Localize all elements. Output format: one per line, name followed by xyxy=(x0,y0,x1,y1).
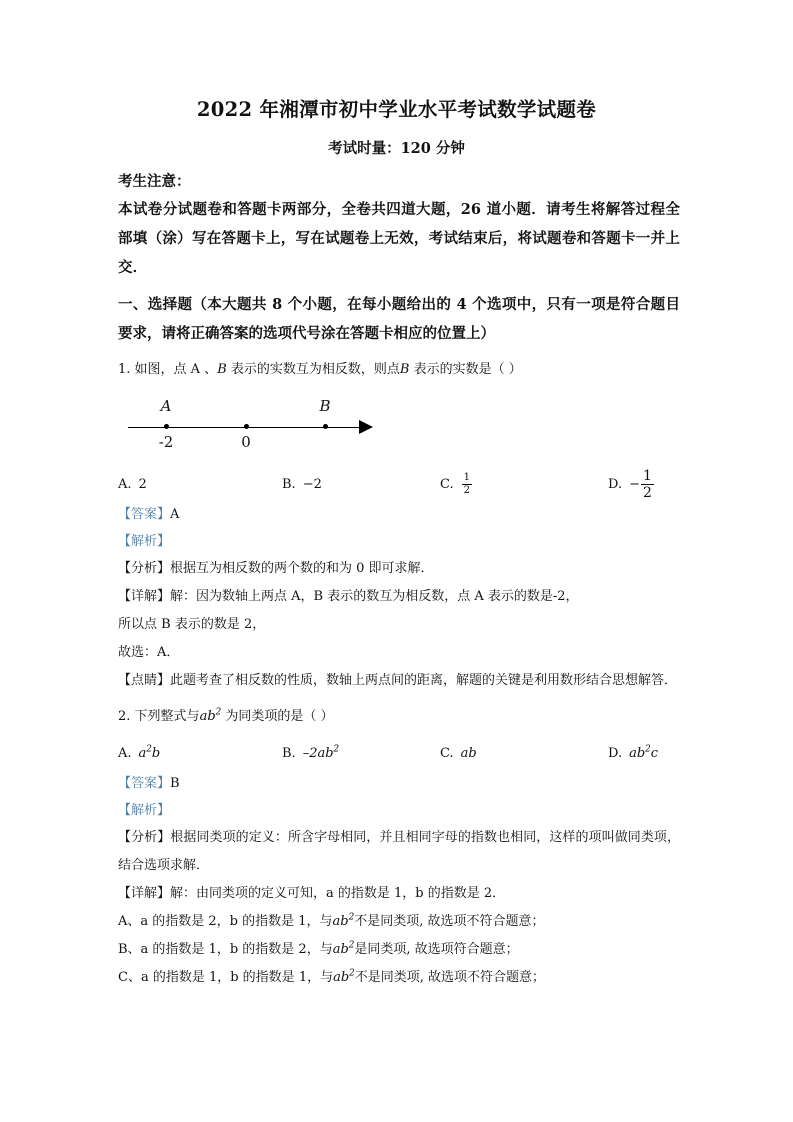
question-2-choice-note-c: C、a 的指数是 1，b 的指数是 1，与$ab^2$不是同类项, 故选项不符合题意； xyxy=(118,968,546,985)
question-2-choice-note-a: A、a 的指数是 2，b 的指数是 1，与$ab^2$不是同类项, 故选项不符合题意； xyxy=(118,912,545,929)
question-2-answer: 【答案】B xyxy=(118,776,180,791)
question-1-solution-line-1: 【详解】解：因为数轴上两点 A，B 表示的数互为相反数，点 A 表示的数是-2， xyxy=(118,589,579,604)
negative-sign: − xyxy=(629,476,640,492)
question-1-analysis-tag: 【解析】 xyxy=(118,534,171,549)
question-1-solution-line-3: 故选：A． xyxy=(118,645,180,660)
expr-ab: ab xyxy=(460,745,477,761)
number-line-arrowhead-icon xyxy=(359,420,373,434)
document-body xyxy=(118,168,680,992)
question-1-options xyxy=(118,467,680,501)
question-1-option-d[interactable]: D. − $\frac{1}{2}$ xyxy=(608,467,652,501)
expr-a-squared-b: $a^2b$ xyxy=(138,744,161,761)
question-2-choice-note-b: B、a 的指数是 1，b 的指数是 2，与$ab^2$是同类项, 故选项符合题意； xyxy=(118,940,519,957)
question-1-option-c[interactable]: C. $\frac{1}{2}$ xyxy=(440,471,470,496)
question-2-analysis-tag: 【解析】 xyxy=(118,803,171,818)
question-1-analysis-line: 【分析】根据互为相反数的两个数的和为 0 即可求解． xyxy=(118,561,434,576)
fraction-one-half-small: $\frac{1}{2}$ xyxy=(463,471,470,496)
question-1-summary-line: 【点睛】此题考查了相反数的性质，数轴上两点间的距离，解题的关键是利用数形结合思想解答． xyxy=(118,673,678,688)
notice-label: 考生注意： xyxy=(118,173,191,190)
question-1-solution-line-2: 所以点 B 表示的数是 2， xyxy=(118,617,266,632)
question-2-option-b[interactable]: B. $-2ab^2$ xyxy=(282,744,340,761)
number-line-origin-dot xyxy=(244,424,249,429)
number-line-point-a-dot xyxy=(164,424,169,429)
expr-ab-squared-c: $ab^2c$ xyxy=(629,744,659,761)
number-line-value-origin: 0 xyxy=(241,433,251,451)
number-line-label-b: B xyxy=(319,397,331,415)
exam-duration-subtitle: 考试时量：120 分钟 xyxy=(328,140,465,157)
page-title: 2022 年湘潭市初中学业水平考试数学试题卷 xyxy=(196,98,597,121)
question-2-option-a[interactable]: A. $a^2b$ xyxy=(118,744,161,761)
question-2-analysis-line: 【分析】根据同类项的定义：所含字母相同，并且相同字母的指数也相同，这样的项叫做同类项，结合选项求解． xyxy=(118,830,680,873)
question-2-stem: 2. 下列整式与$ab^2$ 为同类项的是（ ） xyxy=(118,707,334,724)
question-1-number: 1. xyxy=(118,362,131,377)
question-2-stem-expression: $ab^2$ xyxy=(199,707,222,724)
number-line-point-b-dot xyxy=(323,424,328,429)
question-1-option-a[interactable]: A. 2 xyxy=(118,476,147,492)
question-2-number: 2. xyxy=(118,709,131,724)
question-2-solution-line: 【详解】解：由同类项的定义可知，a 的指数是 1，b 的指数是 2． xyxy=(118,886,506,901)
number-line-value-a: -2 xyxy=(158,433,174,451)
question-2-option-d[interactable]: D. $ab^2c$ xyxy=(608,744,659,761)
question-2-option-c[interactable]: C. ab xyxy=(440,745,477,761)
question-2-options xyxy=(118,736,680,770)
notice-paragraph: 本试卷分试题卷和答题卡两部分，全卷共四道大题，26 道小题．请考生将解答过程全部填（涂）写在答题卡上，写在试题卷上无效，考试结束后，将试题卷和答题卡一并上交． xyxy=(118,201,680,276)
section-heading-multiple-choice: 一、选择题（本大题共 8 个小题，在每小题给出的 4 个选项中，只有一项是符合题目要求，请将正确答案的选项代号涂在答题卡相应的位置上） xyxy=(118,296,680,342)
question-1-option-b[interactable]: B. −2 xyxy=(282,476,322,492)
number-line-figure xyxy=(118,387,418,461)
question-1-stem: 1. 如图，点 A 、B 表示的实数互为相反数，则点B 表示的实数是（ ） xyxy=(118,362,522,377)
fraction-one-half-large: $\frac{1}{2}$ xyxy=(643,467,652,501)
expr-negative-two-ab-squared: $-2ab^2$ xyxy=(302,744,340,761)
number-line-label-a: A xyxy=(160,397,172,415)
question-1-answer: 【答案】A xyxy=(118,507,180,522)
